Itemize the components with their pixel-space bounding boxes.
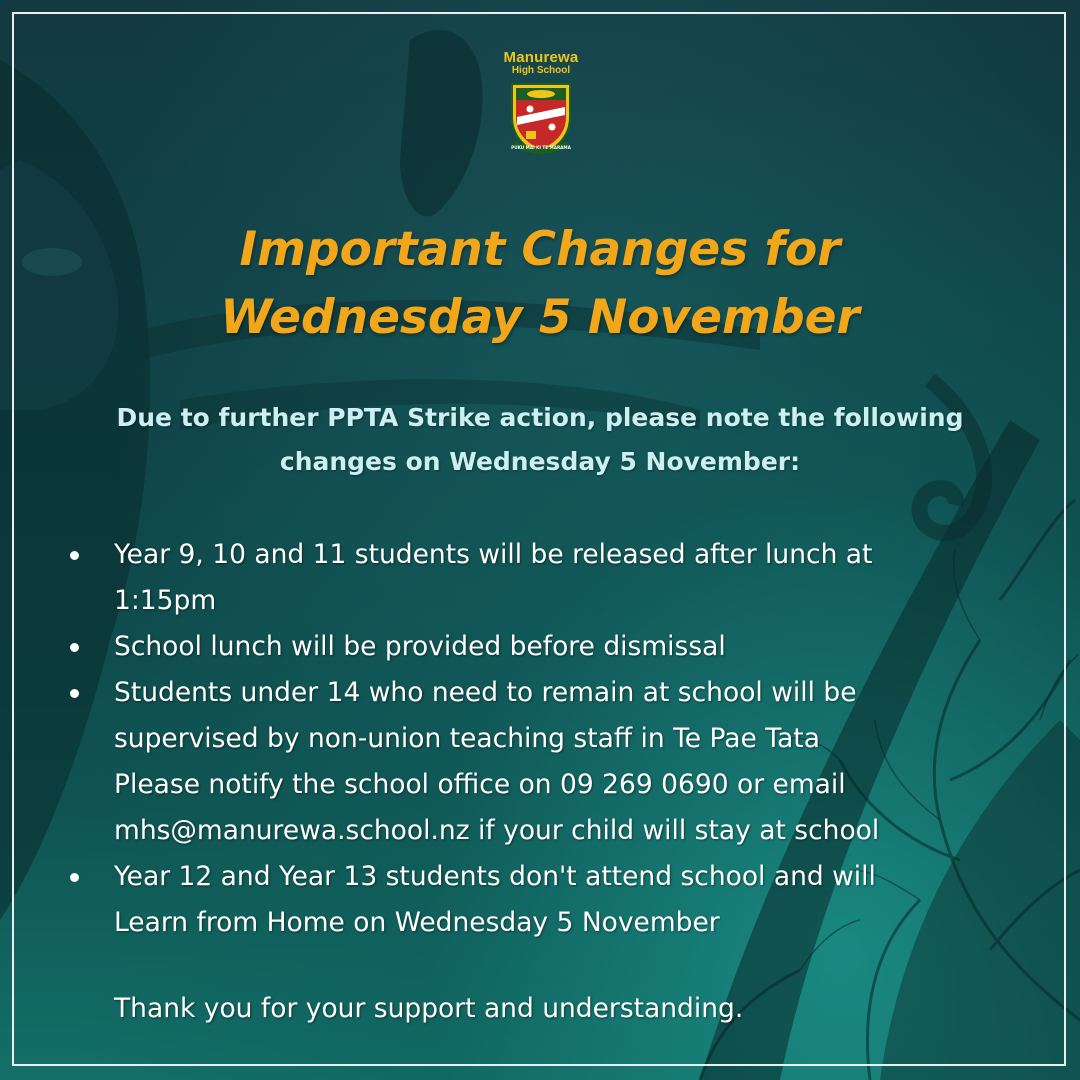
- list-item: [62, 624, 1062, 670]
- thank-you-message: Thank you for your support and understanding.: [114, 993, 744, 1024]
- list-item-line: School lunch will be provided before dismissal: [114, 631, 726, 662]
- list-item-line: Year 9, 10 and 11 students will be released after lunch at: [114, 539, 873, 570]
- school-subtitle: High School: [511, 65, 571, 76]
- list-item-line: Students under 14 who need to remain at school will be: [114, 677, 857, 708]
- list-item-line: Year 12 and Year 13 students don't attend school and will: [114, 861, 876, 892]
- bullet-icon: [70, 689, 79, 698]
- list-item-line: Learn from Home on Wednesday 5 November: [114, 907, 720, 938]
- intro-text: [40, 396, 1040, 484]
- crest-motto: PUKU MAI KI TE MARAMA: [511, 145, 571, 150]
- list-item-line: supervised by non-union teaching staff in Te Pae Tata: [114, 723, 820, 754]
- list-item-line: Please notify the school office on 09 269 0690 or email: [114, 769, 846, 800]
- list-item: [62, 670, 1062, 854]
- school-logo: [486, 50, 596, 157]
- bullet-icon: [70, 873, 79, 882]
- list-item: [62, 532, 1062, 624]
- bullet-icon: [70, 643, 79, 652]
- list-item-line: mhs@manurewa.school.nz if your child will stay at school: [114, 815, 880, 846]
- list-item-line: 1:15pm: [114, 585, 217, 616]
- school-name: Manurewa: [503, 49, 579, 66]
- intro-line-1: Due to further PPTA Strike action, please note the following: [116, 403, 964, 432]
- announcement-title: [0, 216, 1080, 352]
- intro-line-2: changes on Wednesday 5 November:: [279, 447, 801, 476]
- changes-list: [62, 532, 1062, 946]
- bullet-icon: [70, 551, 79, 560]
- list-item: [62, 854, 1062, 946]
- title-line-1: Important Changes for: [239, 222, 841, 277]
- school-crest-icon: [506, 81, 576, 157]
- title-line-2: Wednesday 5 November: [220, 290, 860, 345]
